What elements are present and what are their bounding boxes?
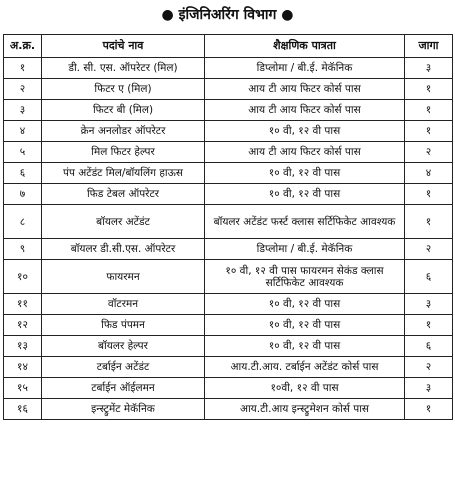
table-row <box>4 315 453 336</box>
cell-post: बॉयलर हेल्पर <box>42 336 205 357</box>
cell-serial: ८ <box>4 205 42 239</box>
table-row <box>4 100 453 121</box>
cell-qualification: १० वी, १२ वी पास <box>205 163 405 184</box>
cell-vacancies: ६ <box>405 260 453 294</box>
table-row <box>4 184 453 205</box>
cell-qualification: १० वी, १२ वी पास <box>205 121 405 142</box>
table-body <box>4 58 453 420</box>
cell-vacancies: ४ <box>405 163 453 184</box>
cell-serial: १६ <box>4 399 42 420</box>
table-row <box>4 260 453 294</box>
table-row <box>4 79 453 100</box>
cell-post: फिड टेबल ऑपरेटर <box>42 184 205 205</box>
cell-post: इन्स्ट्रुमेंट मेकॅनिक <box>42 399 205 420</box>
cell-post: बॉयलर डी.सी.एस. ऑपरेटर <box>42 239 205 260</box>
table-row <box>4 163 453 184</box>
cell-vacancies: १ <box>405 399 453 420</box>
table-row <box>4 378 453 399</box>
cell-qualification: बॉयलर अटेंडंट फर्स्ट क्लास सर्टिफिकेट आवश्यक <box>205 205 405 239</box>
table-row <box>4 336 453 357</box>
header-qualification: शैक्षणिक पात्रता <box>205 35 405 58</box>
cell-vacancies: २ <box>405 357 453 378</box>
cell-serial: १३ <box>4 336 42 357</box>
table-header-row <box>4 35 453 58</box>
cell-vacancies: ३ <box>405 378 453 399</box>
cell-vacancies: १ <box>405 205 453 239</box>
cell-serial: ३ <box>4 100 42 121</box>
cell-qualification: डिप्लोमा / बी.ई. मेकॅनिक <box>205 58 405 79</box>
cell-post: बॉयलर अटेंडंट <box>42 205 205 239</box>
cell-vacancies: १ <box>405 79 453 100</box>
cell-qualification: १० वी, १२ वी पास फायरमन सेकंड क्लास सर्टिफिकेट आवश्यक <box>205 260 405 294</box>
cell-qualification: १० वी, १२ वी पास <box>205 315 405 336</box>
cell-qualification: आय टी आय फिटर कोर्स पास <box>205 142 405 163</box>
cell-serial: १४ <box>4 357 42 378</box>
cell-vacancies: १ <box>405 100 453 121</box>
cell-qualification: आय.टी.आय. टर्बाईन अटेंडंट कोर्स पास <box>205 357 405 378</box>
table-row <box>4 399 453 420</box>
cell-serial: ४ <box>4 121 42 142</box>
cell-qualification: डिप्लोमा / बी.ई. मेकॅनिक <box>205 239 405 260</box>
cell-serial: ६ <box>4 163 42 184</box>
cell-post: क्रेन अनलोडर ऑपरेटर <box>42 121 205 142</box>
cell-serial: १५ <box>4 378 42 399</box>
cell-qualification: आय टी आय फिटर कोर्स पास <box>205 79 405 100</box>
cell-serial: १ <box>4 58 42 79</box>
cell-qualification: १० वी, १२ वी पास <box>205 184 405 205</box>
table-row <box>4 239 453 260</box>
header-serial: अ.क्र. <box>4 35 42 58</box>
cell-post: पंप अटेंडंट मिल/बॉयलिंग हाऊस <box>42 163 205 184</box>
header-vacancies: जागा <box>405 35 453 58</box>
cell-qualification: १० वी, १२ वी पास <box>205 294 405 315</box>
cell-vacancies: ३ <box>405 294 453 315</box>
cell-qualification: १०वी, १२ वी पास <box>205 378 405 399</box>
cell-post: वॉटरमन <box>42 294 205 315</box>
cell-qualification: १० वी, १२ वी पास <box>205 336 405 357</box>
cell-serial: ७ <box>4 184 42 205</box>
cell-vacancies: २ <box>405 142 453 163</box>
table-row <box>4 357 453 378</box>
table-row <box>4 294 453 315</box>
cell-vacancies: १ <box>405 121 453 142</box>
cell-serial: १० <box>4 260 42 294</box>
cell-post: मिल फिटर हेल्पर <box>42 142 205 163</box>
cell-post: फायरमन <box>42 260 205 294</box>
cell-serial: १२ <box>4 315 42 336</box>
vacancy-table <box>3 34 453 420</box>
section-title: ● इंजिनिअरिंग विभाग ● <box>161 7 294 23</box>
cell-vacancies: २ <box>405 239 453 260</box>
cell-post: फिटर ए (मिल) <box>42 79 205 100</box>
cell-vacancies: ३ <box>405 58 453 79</box>
cell-post: टर्बाईन ऑईलमन <box>42 378 205 399</box>
cell-serial: २ <box>4 79 42 100</box>
cell-serial: ११ <box>4 294 42 315</box>
cell-qualification: आय.टी.आय इन्स्ट्रुमेशन कोर्स पास <box>205 399 405 420</box>
cell-vacancies: ६ <box>405 336 453 357</box>
cell-post: टर्बाईन अटेंडंट <box>42 357 205 378</box>
cell-post: फिड पंपमन <box>42 315 205 336</box>
table-row <box>4 121 453 142</box>
table-row <box>4 205 453 239</box>
header-post: पदांचे नाव <box>42 35 205 58</box>
cell-post: डी. सी. एस. ऑपरेटर (मिल) <box>42 58 205 79</box>
cell-serial: ५ <box>4 142 42 163</box>
table-row <box>4 142 453 163</box>
table-row <box>4 58 453 79</box>
cell-post: फिटर बी (मिल) <box>42 100 205 121</box>
cell-vacancies: १ <box>405 315 453 336</box>
cell-serial: ९ <box>4 239 42 260</box>
cell-qualification: आय टी आय फिटर कोर्स पास <box>205 100 405 121</box>
cell-vacancies: १ <box>405 184 453 205</box>
